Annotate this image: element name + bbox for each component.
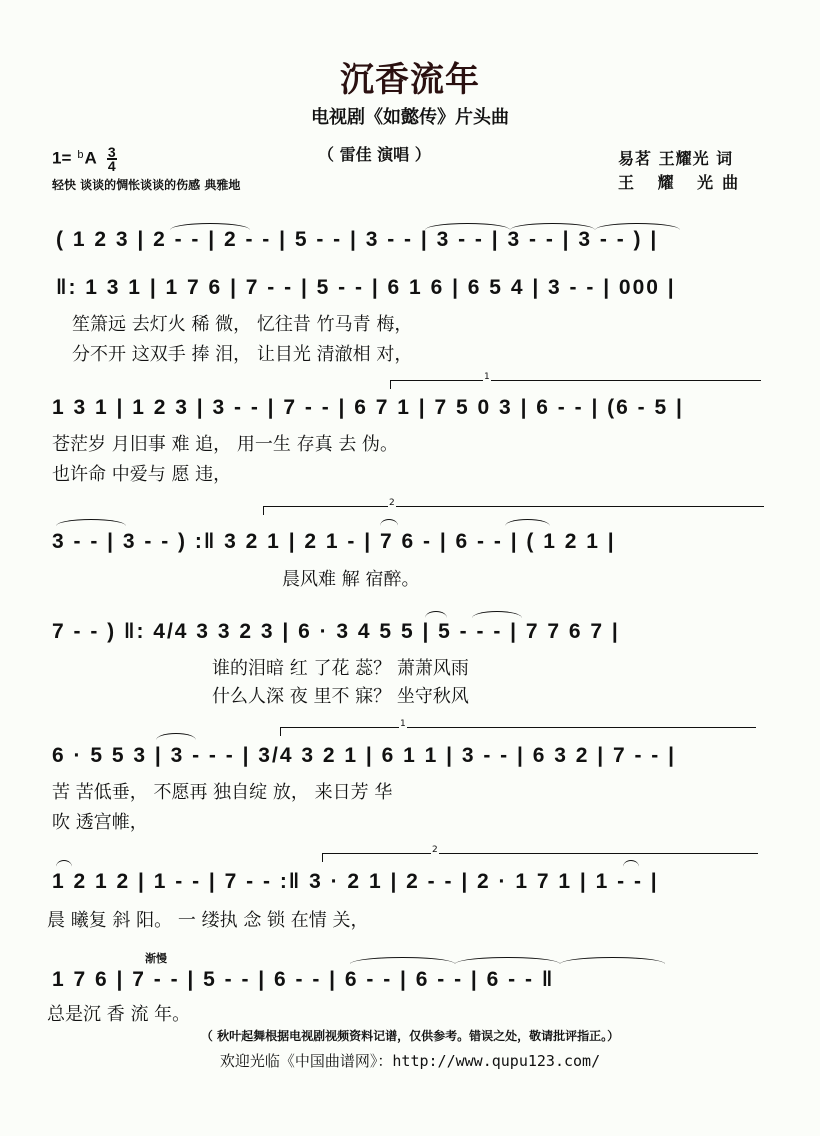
volta-bracket-1: 1 [280, 727, 756, 736]
notation-row-1: ( 1 2 3 | 2 - - | 2 - - | 5 - - | 3 - - | 3 - - | 3 - - | 3 - - ) | [56, 228, 659, 251]
key-signature [52, 146, 117, 172]
notation-row-2: ‖: 1 3 1 | 1 7 6 | 7 - - | 5 - - | 6 1 6 | 6 5 4 | 3 - - | 000 | [56, 276, 676, 299]
lyricist-credit: 易茗 王耀光 词 [618, 149, 734, 168]
notation-row-6: 6 · 5 5 3 | 3 - - - | 3/4 3 2 1 | 6 1 1 | 3 - - | 6 3 2 | 7 - - | [52, 744, 677, 767]
slur-arc [380, 519, 398, 526]
transcription-note: （ 秋叶起舞根据电视剧视频资料记谱，仅供参考。错误之处，敬请批评指正。） [200, 1029, 620, 1043]
lyric-row-7-verse-1: 晨 曦复 斜 阳。 一 缕执 念 锁 在情 关， [47, 910, 369, 931]
notation-row-7: 1 2 1 2 | 1 - - | 7 - - :‖ 3 · 2 1 | 2 - - | 2 · 1 7 1 | 1 - - | [52, 870, 659, 893]
composer-credit: 王 耀 光曲 [618, 173, 748, 192]
tie-arc [455, 957, 560, 964]
lyric-row-4-verse-1: 晨风难 解 宿醉。 [282, 569, 420, 590]
volta-bracket-2: 2 [322, 853, 758, 862]
lyric-row-5-verse-2: 什么人深 夜 里不 寐？ 坐守秋风 [212, 686, 469, 707]
lyric-row-6-verse-1: 苦 苦低垂， 不愿再 独自绽 放， 来日芳 华 [52, 782, 393, 803]
lyric-row-6-verse-2: 吹 透宫帷， [52, 812, 148, 833]
notation-row-4: 3 - - | 3 - - ) :‖ 3 2 1 | 2 1 - | 7 6 - | 6 - - | ( 1 2 1 | [52, 530, 616, 553]
tempo-expression: 轻快 谈谈的惆怅谈谈的伤感 典雅地 [52, 178, 241, 192]
tie-arc [472, 611, 522, 618]
volta-bracket-1: 1 [390, 380, 761, 389]
singer-credit: （ 雷佳 演唱 ） [318, 145, 431, 164]
slur-arc [56, 860, 72, 867]
lyric-row-3-verse-2: 也许命 中爱与 愿 违， [52, 464, 232, 485]
notation-row-8: 1 7 6 | 7 - - | 5 - - | 6 - - | 6 - - | 6 - - | 6 - - ‖ [52, 968, 555, 991]
volta-bracket-2: 2 [263, 506, 764, 515]
tie-arc [350, 957, 455, 964]
lyric-row-3-verse-1: 苍茫岁 月旧事 难 追， 用一生 存真 去 伪。 [52, 434, 399, 455]
slur-arc [623, 860, 639, 867]
lyric-row-8-verse-1: 总是沉 香 流 年。 [47, 1004, 191, 1025]
song-title: 沉香流年 [340, 60, 480, 100]
site-link[interactable]: 欢迎光临《中国曲谱网》：http://www.qupu123.com/ [219, 1052, 601, 1070]
tie-arc [505, 519, 550, 526]
tie-arc [56, 519, 126, 526]
lyric-row-2-verse-1: 笙箫远 去灯火 稀 微， 忆往昔 竹马青 梅， [72, 314, 413, 335]
key-note: A [84, 148, 97, 168]
time-signature: $\frac{3}{4}$ [107, 144, 116, 174]
tie-arc [156, 733, 196, 740]
notation-row-5: 7 - - ) ‖: 4/4 3 3 2 3 | 6 · 3 4 5 5 | 5 - - - | 7 7 6 7 | [52, 620, 620, 643]
slur-arc [425, 611, 447, 618]
song-subtitle: 电视剧《如懿传》片头曲 [311, 107, 509, 128]
lyric-row-2-verse-2: 分不开 这双手 捧 泪， 让目光 清澈相 对， [72, 344, 413, 365]
ritardando-marking: 渐慢 [145, 952, 167, 965]
notation-row-3: 1 3 1 | 1 2 3 | 3 - - | 7 - - | 6 7 1 | 7 5 0 3 | 6 - - | (6 - 5 | [52, 396, 684, 419]
flat-icon: b [77, 149, 84, 162]
lyric-row-5-verse-1: 谁的泪暗 红 了花 蕊？ 萧萧风雨 [212, 658, 469, 679]
key-prefix: 1= [52, 148, 72, 168]
tie-arc [560, 957, 665, 964]
